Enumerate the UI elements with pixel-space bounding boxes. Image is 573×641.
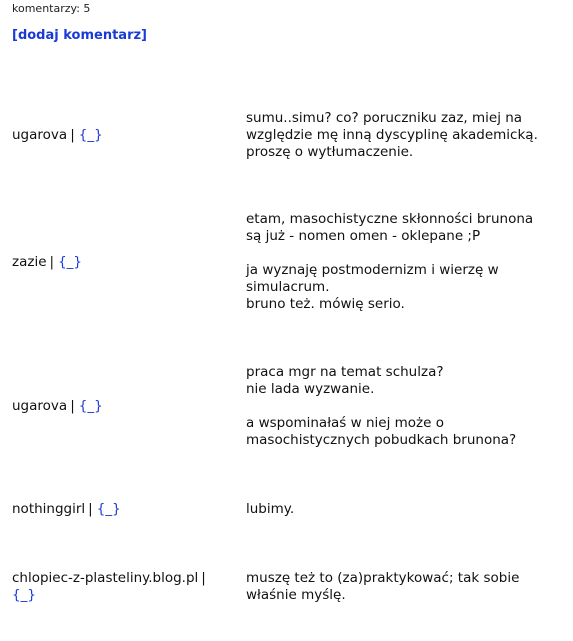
comment-line: proszę o wytłumaczenie. — [246, 144, 414, 160]
comment-paragraph — [246, 262, 562, 313]
comment-line: praca mgr na temat schulza? — [246, 364, 444, 380]
comment-text — [246, 364, 562, 449]
comment-paragraph — [246, 570, 562, 604]
comment-item — [12, 501, 562, 518]
comment-item — [12, 364, 562, 449]
comment-author — [12, 254, 246, 271]
comment-text — [246, 110, 562, 161]
comment-count: komentarzy: 5 — [12, 2, 91, 15]
comment-paragraph — [246, 501, 562, 518]
comment-paragraph — [246, 110, 562, 161]
author-profile-link[interactable]: {_} — [96, 501, 121, 517]
author-name: zazie — [12, 253, 47, 270]
comment-line: bruno też. mówię serio. — [246, 296, 405, 312]
add-comment-link[interactable]: [dodaj komentarz] — [12, 28, 147, 43]
comment-text — [246, 211, 562, 313]
comment-line: ja wyznaję postmodernizm i wierzę w — [246, 262, 499, 278]
comment-line: muszę też to (za)praktykować; tak sobie — [246, 570, 520, 586]
author-name: chlopiec-z-plasteliny.blog.pl — [12, 570, 199, 586]
comment-line: sumu..simu? co? poruczniku zaz, miej na — [246, 110, 523, 126]
comment-line: są już - nomen omen - oklepane ;P — [246, 228, 481, 244]
comment-text — [246, 501, 562, 518]
comment-paragraph — [246, 415, 562, 449]
author-separator: | — [88, 501, 93, 517]
author-name: ugarova — [12, 398, 68, 414]
author-separator: | — [70, 398, 75, 414]
comment-text — [246, 570, 562, 604]
comment-item — [12, 211, 562, 313]
comment-item — [12, 570, 562, 604]
comment-line: względzie mę inną dyscyplinę akademicką. — [246, 127, 538, 143]
author-name: ugarova — [12, 127, 68, 143]
comment-line: masochistycznych pobudkach brunona? — [246, 432, 517, 448]
comment-author — [12, 570, 246, 604]
author-profile-link[interactable]: {_} — [58, 253, 83, 270]
author-profile-link[interactable]: {_} — [12, 587, 36, 603]
comment-line: lubimy. — [246, 501, 295, 517]
author-name: nothinggirl — [12, 501, 86, 517]
author-profile-link[interactable]: {_} — [78, 127, 103, 143]
comment-line: właśnie myślę. — [246, 587, 346, 603]
author-profile-link[interactable]: {_} — [78, 398, 103, 414]
comment-author — [12, 501, 246, 518]
comment-line: a wspominałaś w niej może o — [246, 415, 444, 431]
author-separator: | — [70, 127, 75, 143]
comment-item — [12, 110, 562, 161]
comment-author — [12, 127, 246, 144]
comment-paragraph — [246, 211, 562, 245]
author-separator: | — [49, 253, 55, 270]
comment-line: simulacrum. — [246, 279, 330, 295]
comment-line: etam, masochistyczne skłonności brunona — [246, 211, 534, 227]
author-separator: | — [201, 570, 206, 586]
comment-author — [12, 398, 246, 415]
comment-line: nie lada wyzwanie. — [246, 381, 375, 397]
comment-paragraph — [246, 364, 562, 398]
